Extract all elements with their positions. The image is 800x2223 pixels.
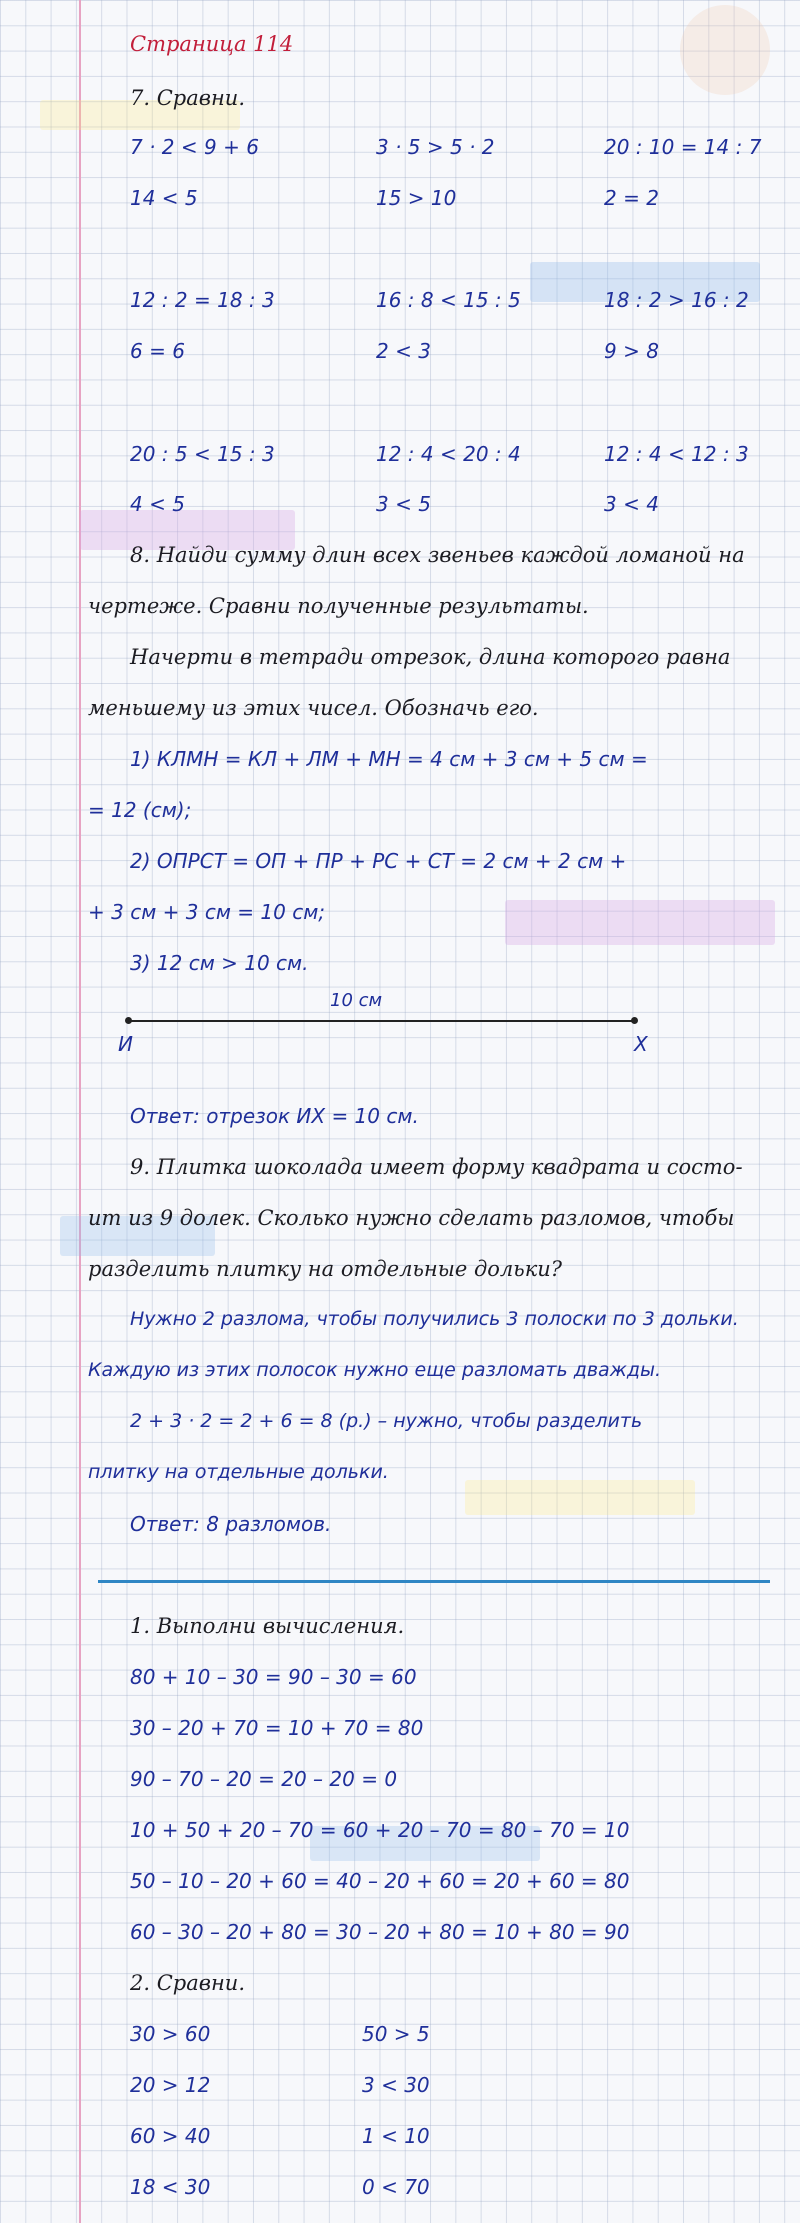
task1-line: 60 – 30 – 20 + 80 = 30 – 20 + 80 = 10 + 80 = 90 <box>130 1920 630 1944</box>
task9-answer: Ответ: 8 разломов. <box>130 1512 332 1536</box>
task8-solution-line: + 3 см + 3 см = 10 см; <box>88 900 326 924</box>
segment-line <box>128 1020 634 1022</box>
task1-line: 80 + 10 – 30 = 90 – 30 = 60 <box>130 1665 417 1689</box>
segment-left-point: И <box>118 1032 133 1056</box>
page-label: Страница 114 <box>130 32 294 56</box>
task1-title: 1. Выполни вычисления. <box>130 1614 405 1638</box>
task2-title: 2. Сравни. <box>130 1971 245 1995</box>
task9-solution-line: 2 + 3 · 2 = 2 + 6 = 8 (р.) – нужно, чтобы разделить <box>130 1410 643 1432</box>
task8-solution-line: 3) 12 см > 10 см. <box>130 951 309 975</box>
task2-left-item: 20 > 12 <box>130 2073 211 2097</box>
task7-result: 4 < 5 <box>130 492 185 516</box>
task7-expr: 7 · 2 < 9 + 6 <box>130 135 259 159</box>
task7-title: 7. Сравни. <box>130 86 245 110</box>
task7-expr: 12 : 4 < 20 : 4 <box>376 442 521 466</box>
notebook-margin-line <box>79 0 81 2223</box>
segment-left-dot <box>125 1017 132 1024</box>
task1-line: 10 + 50 + 20 – 70 = 60 + 20 – 70 = 80 – 70 = 10 <box>130 1818 630 1842</box>
task7-result: 14 < 5 <box>130 186 198 210</box>
task9-text-line: 9. Плитка шоколада имеет форму квадрата и состо- <box>130 1155 743 1179</box>
task7-expr: 12 : 4 < 12 : 3 <box>604 442 749 466</box>
task2-left-item: 60 > 40 <box>130 2124 211 2148</box>
task2-left-item: 30 > 60 <box>130 2022 211 2046</box>
task8-solution-line: 1) КЛМН = КЛ + ЛМ + МН = 4 см + 3 см + 5 см = <box>130 747 648 771</box>
watermark-stripe <box>505 900 775 945</box>
task2-left-item: 18 < 30 <box>130 2175 211 2199</box>
task9-text-line: ит из 9 долек. Сколько нужно сделать разломов, чтобы <box>88 1206 735 1230</box>
task8-answer: Ответ: отрезок ИХ = 10 см. <box>130 1104 419 1128</box>
task8-solution-line: 2) ОПРСТ = ОП + ПР + РС + СТ = 2 см + 2 см + <box>130 849 627 873</box>
task2-right-item: 3 < 30 <box>362 2073 430 2097</box>
task7-result: 9 > 8 <box>604 339 659 363</box>
task8-solution-line: = 12 (см); <box>88 798 192 822</box>
task9-text-line: разделить плитку на отдельные дольки? <box>88 1257 563 1281</box>
task2-right-item: 1 < 10 <box>362 2124 430 2148</box>
task7-expr: 12 : 2 = 18 : 3 <box>130 288 275 312</box>
segment-right-point: Х <box>634 1032 648 1056</box>
task8-text-line: чертеже. Сравни полученные результаты. <box>88 594 589 618</box>
task7-result: 3 < 4 <box>604 492 659 516</box>
section-divider <box>98 1580 770 1583</box>
task7-result: 6 = 6 <box>130 339 185 363</box>
task2-right-item: 50 > 5 <box>362 2022 430 2046</box>
task1-line: 30 – 20 + 70 = 10 + 70 = 80 <box>130 1716 424 1740</box>
segment-right-dot <box>631 1017 638 1024</box>
task7-expr: 20 : 5 < 15 : 3 <box>130 442 275 466</box>
task7-result: 3 < 5 <box>376 492 431 516</box>
task7-expr: 20 : 10 = 14 : 7 <box>604 135 762 159</box>
task9-solution-line: плитку на отдельные дольки. <box>88 1461 389 1483</box>
task8-text-line: 8. Найди сумму длин всех звеньев каждой ломаной на <box>130 543 745 567</box>
task7-result: 2 < 3 <box>376 339 431 363</box>
task1-line: 90 – 70 – 20 = 20 – 20 = 0 <box>130 1767 398 1791</box>
task7-expr: 18 : 2 > 16 : 2 <box>604 288 749 312</box>
segment-length-label: 10 см <box>330 990 383 1011</box>
watermark-stripe <box>465 1480 695 1515</box>
task2-right-item: 0 < 70 <box>362 2175 430 2199</box>
task9-solution-line: Каждую из этих полосок нужно еще разломать дважды. <box>88 1359 661 1381</box>
task1-line: 50 – 10 – 20 + 60 = 40 – 20 + 60 = 20 + 60 = 80 <box>130 1869 630 1893</box>
task7-result: 15 > 10 <box>376 186 457 210</box>
task7-expr: 16 : 8 < 15 : 5 <box>376 288 521 312</box>
task7-result: 2 = 2 <box>604 186 659 210</box>
rabbit-logo-icon <box>680 5 770 95</box>
task8-text-line: меньшему из этих чисел. Обозначь его. <box>88 696 539 720</box>
task7-expr: 3 · 5 > 5 · 2 <box>376 135 495 159</box>
task8-text-line: Начерти в тетради отрезок, длина которого равна <box>130 645 731 669</box>
task9-solution-line: Нужно 2 разлома, чтобы получились 3 полоски по 3 дольки. <box>130 1308 739 1330</box>
